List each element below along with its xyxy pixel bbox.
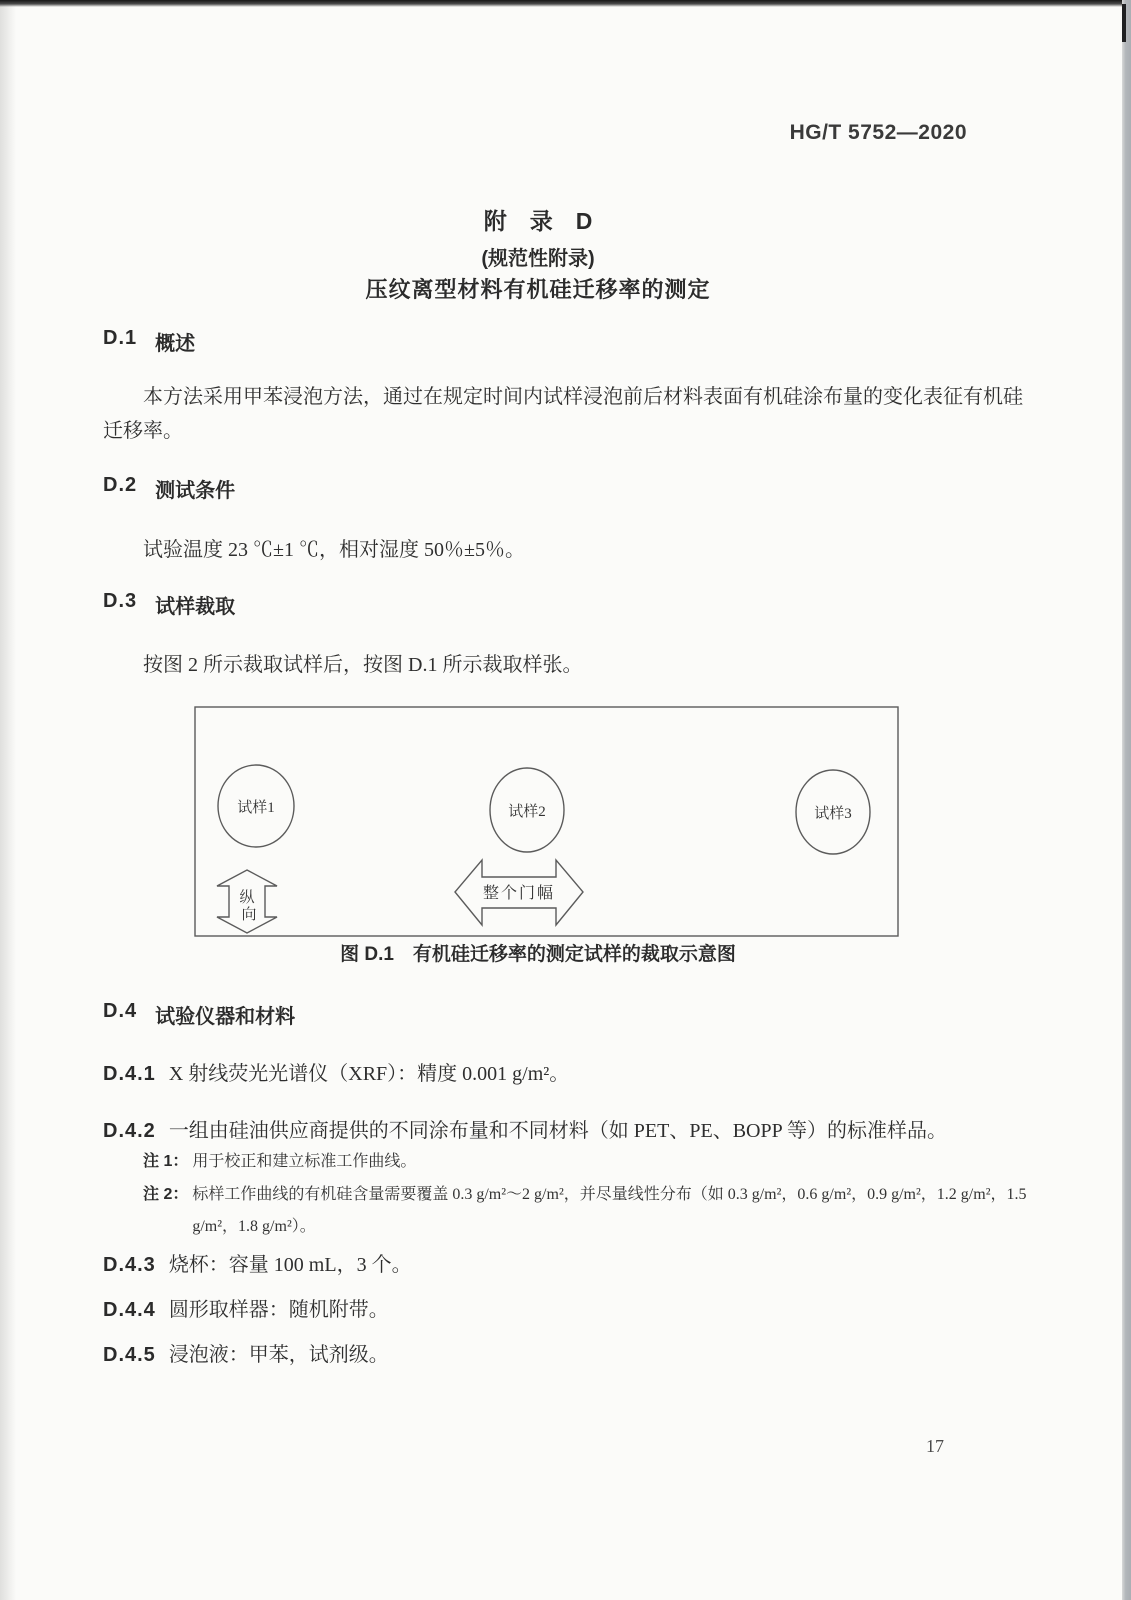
section-d4-title: 试验仪器和材料 xyxy=(155,1006,296,1028)
section-d1-heading xyxy=(103,327,195,356)
figure-d1-diagram xyxy=(194,706,899,937)
item-d43-text: 烧杯：容量 100 mL，3 个。 xyxy=(168,1254,412,1276)
vertical-arrow-label-bottom: 向 xyxy=(241,907,257,923)
item-d42-number: D.4.2 xyxy=(103,1120,156,1142)
doc-number: HG/T 5752—2020 xyxy=(789,121,967,144)
item-d44-text: 圆形取样器：随机附带。 xyxy=(168,1299,389,1321)
sample2-label: 试样2 xyxy=(508,804,546,820)
appendix-title: 附 录 D xyxy=(483,208,593,234)
item-d41 xyxy=(103,1058,1038,1090)
scan-edge-right xyxy=(1122,0,1131,1600)
section-d2-body: 试验温度 23 ℃±1 ℃，相对湿度 50％±5％。 xyxy=(143,539,525,561)
section-d1-title: 概述 xyxy=(155,333,196,355)
vertical-arrow-label-top: 纵 xyxy=(239,890,255,906)
item-d41-text: X 射线荧光光谱仪（XRF）：精度 0.001 g/m²。 xyxy=(168,1063,570,1085)
figure-d1-caption: 图 D.1 有机硅迁移率的测定试样的裁取示意图 xyxy=(340,944,736,965)
note-1 xyxy=(143,1146,1051,1178)
section-d4-number: D.4 xyxy=(103,1000,138,1022)
section-d3-body: 按图 2 所示裁取试样后，按图 D.1 所示裁取样张。 xyxy=(143,654,583,676)
scan-edge-left xyxy=(0,0,16,1600)
section-d2-heading xyxy=(103,474,235,503)
page-number: 17 xyxy=(926,1436,944,1456)
section-d1-number: D.1 xyxy=(103,327,138,349)
item-d44 xyxy=(103,1294,1038,1326)
note-1-text: 用于校正和建立标准工作曲线。 xyxy=(192,1153,417,1170)
item-d41-number: D.4.1 xyxy=(103,1063,156,1085)
section-d2-number: D.2 xyxy=(103,474,138,496)
section-d1-body: 本方法采用甲苯浸泡方法，通过在规定时间内试样浸泡前后材料表面有机硅涂布量的变化表征有机硅迁移率。 xyxy=(103,386,1023,442)
item-d44-number: D.4.4 xyxy=(103,1299,156,1321)
figure-d1 xyxy=(194,706,899,937)
scan-edge-right-dark xyxy=(1122,4,1126,42)
sample1-label: 试样1 xyxy=(237,800,275,816)
item-d45-number: D.4.5 xyxy=(103,1344,156,1366)
item-d42-text: 一组由硅油供应商提供的不同涂布量和不同材料（如 PET、PE、BOPP 等）的标准样品。 xyxy=(168,1120,947,1142)
note-1-label: 注 1： xyxy=(143,1153,189,1170)
appendix-name: 压纹离型材料有机硅迁移率的测定 xyxy=(365,277,711,302)
item-d45 xyxy=(103,1339,1038,1371)
appendix-subtitle: (规范性附录) xyxy=(481,248,595,270)
section-d4-heading xyxy=(103,1000,295,1029)
scan-edge-top xyxy=(0,0,1131,7)
note-2 xyxy=(143,1179,1051,1243)
item-d43 xyxy=(103,1249,1038,1281)
section-d2-title: 测试条件 xyxy=(155,480,236,502)
section-d3-heading xyxy=(103,590,235,619)
section-d3-number: D.3 xyxy=(103,590,138,612)
section-d3-title: 试样裁取 xyxy=(155,596,236,618)
horizontal-arrow-label: 整个门幅 xyxy=(482,885,556,902)
sample3-label: 试样3 xyxy=(814,806,852,822)
item-d42 xyxy=(103,1115,1038,1147)
item-d45-text: 浸泡液：甲苯，试剂级。 xyxy=(168,1344,389,1366)
note-2-text: 标样工作曲线的有机硅含量需要覆盖 0.3 g/m²～2 g/m²，并尽量线性分布（如 0.3 g/m²，0.6 g/m²，0.9 g/m²，1.2 g/m²，1.5 g/m²，1.8 g/m²）。 xyxy=(192,1186,1027,1235)
note-2-label: 注 2： xyxy=(143,1186,189,1203)
item-d43-number: D.4.3 xyxy=(103,1254,156,1276)
